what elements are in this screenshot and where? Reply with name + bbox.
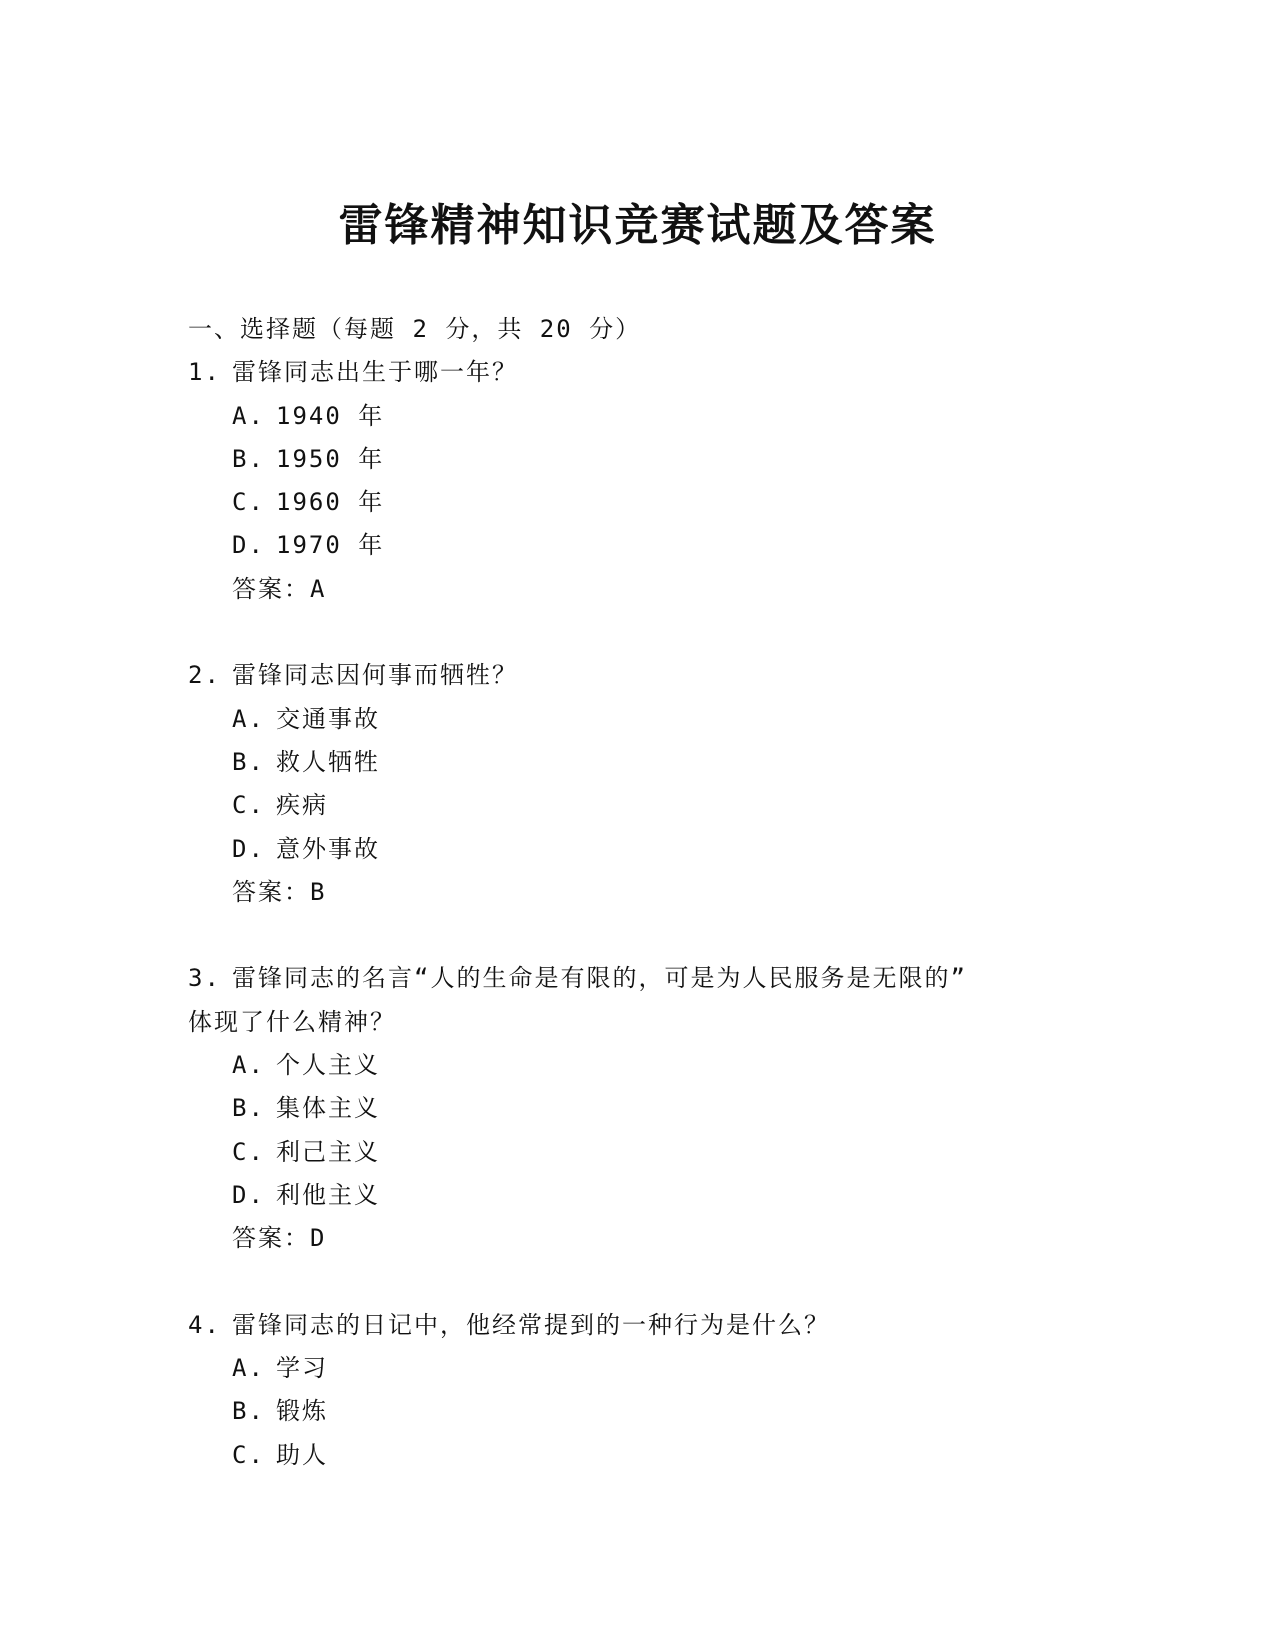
option-label: D. — [232, 531, 265, 560]
option-line — [188, 784, 1088, 827]
question-block — [188, 1304, 1088, 1477]
option-text: 1950 年 — [276, 444, 385, 473]
spacer — [188, 1261, 1088, 1304]
question-text: 雷锋同志因何事而牺牲？ — [232, 661, 518, 690]
option-line — [188, 1390, 1088, 1433]
option-text: 疾病 — [276, 791, 328, 820]
answer-line: 答案：D — [232, 1224, 327, 1253]
option-label: D. — [232, 1180, 265, 1209]
option-label: B. — [232, 747, 265, 776]
option-label: A. — [232, 1051, 265, 1080]
option-line — [188, 741, 1088, 784]
option-label: A. — [232, 401, 265, 430]
option-label: C. — [232, 791, 265, 820]
option-line — [188, 828, 1088, 871]
question-number: 2. — [188, 661, 221, 690]
option-text: 学习 — [276, 1354, 328, 1383]
answer-line: 答案：B — [232, 877, 327, 906]
option-text: 个人主义 — [276, 1051, 380, 1080]
option-text: 1940 年 — [276, 401, 385, 430]
option-line — [188, 524, 1088, 567]
option-label: B. — [232, 1397, 265, 1426]
question-line — [188, 1304, 1088, 1347]
option-text: 利他主义 — [276, 1180, 380, 1209]
option-line — [188, 698, 1088, 741]
option-label: D. — [232, 834, 265, 863]
document-body — [188, 308, 1088, 1477]
question-block — [188, 654, 1088, 914]
option-text: 集体主义 — [276, 1094, 380, 1123]
option-label: C. — [232, 488, 265, 517]
option-text: 意外事故 — [276, 834, 380, 863]
option-line — [188, 1044, 1088, 1087]
option-label: C. — [232, 1440, 265, 1469]
question-number: 3. — [188, 964, 221, 993]
option-text: 交通事故 — [276, 704, 380, 733]
spacer — [188, 611, 1088, 654]
option-label: B. — [232, 1094, 265, 1123]
option-label: A. — [232, 1354, 265, 1383]
option-text: 1960 年 — [276, 488, 385, 517]
option-text: 利己主义 — [276, 1137, 380, 1166]
option-label: B. — [232, 444, 265, 473]
spacer — [188, 914, 1088, 957]
question-block — [188, 957, 1088, 1260]
question-line — [188, 351, 1088, 394]
question-text: 雷锋同志的名言“人的生命是有限的，可是为人民服务是无限的” — [232, 964, 967, 993]
option-line — [188, 1131, 1088, 1174]
option-line — [188, 1174, 1088, 1217]
document-title: 雷锋精神知识竞赛试题及答案 — [338, 200, 937, 251]
option-text: 1970 年 — [276, 531, 385, 560]
option-text: 锻炼 — [276, 1397, 328, 1426]
option-line — [188, 1347, 1088, 1390]
option-line — [188, 438, 1088, 481]
option-line — [188, 1087, 1088, 1130]
question-number: 4. — [188, 1310, 221, 1339]
question-block — [188, 351, 1088, 611]
question-text: 雷锋同志的日记中，他经常提到的一种行为是什么？ — [232, 1310, 830, 1339]
option-line — [188, 1434, 1088, 1477]
question-text: 雷锋同志出生于哪一年？ — [232, 358, 518, 387]
option-text: 救人牺牲 — [276, 747, 380, 776]
option-line — [188, 395, 1088, 438]
section-heading: 一、选择题（每题 2 分，共 20 分） — [188, 315, 642, 343]
option-label: A. — [232, 704, 265, 733]
answer-line: 答案：A — [232, 574, 327, 603]
question-line — [188, 654, 1088, 697]
option-line — [188, 481, 1088, 524]
option-label: C. — [232, 1137, 265, 1166]
question-line — [188, 957, 1088, 1000]
question-text-continued: 体现了什么精神？ — [188, 1007, 396, 1036]
option-text: 助人 — [276, 1440, 328, 1469]
question-number: 1. — [188, 358, 221, 387]
